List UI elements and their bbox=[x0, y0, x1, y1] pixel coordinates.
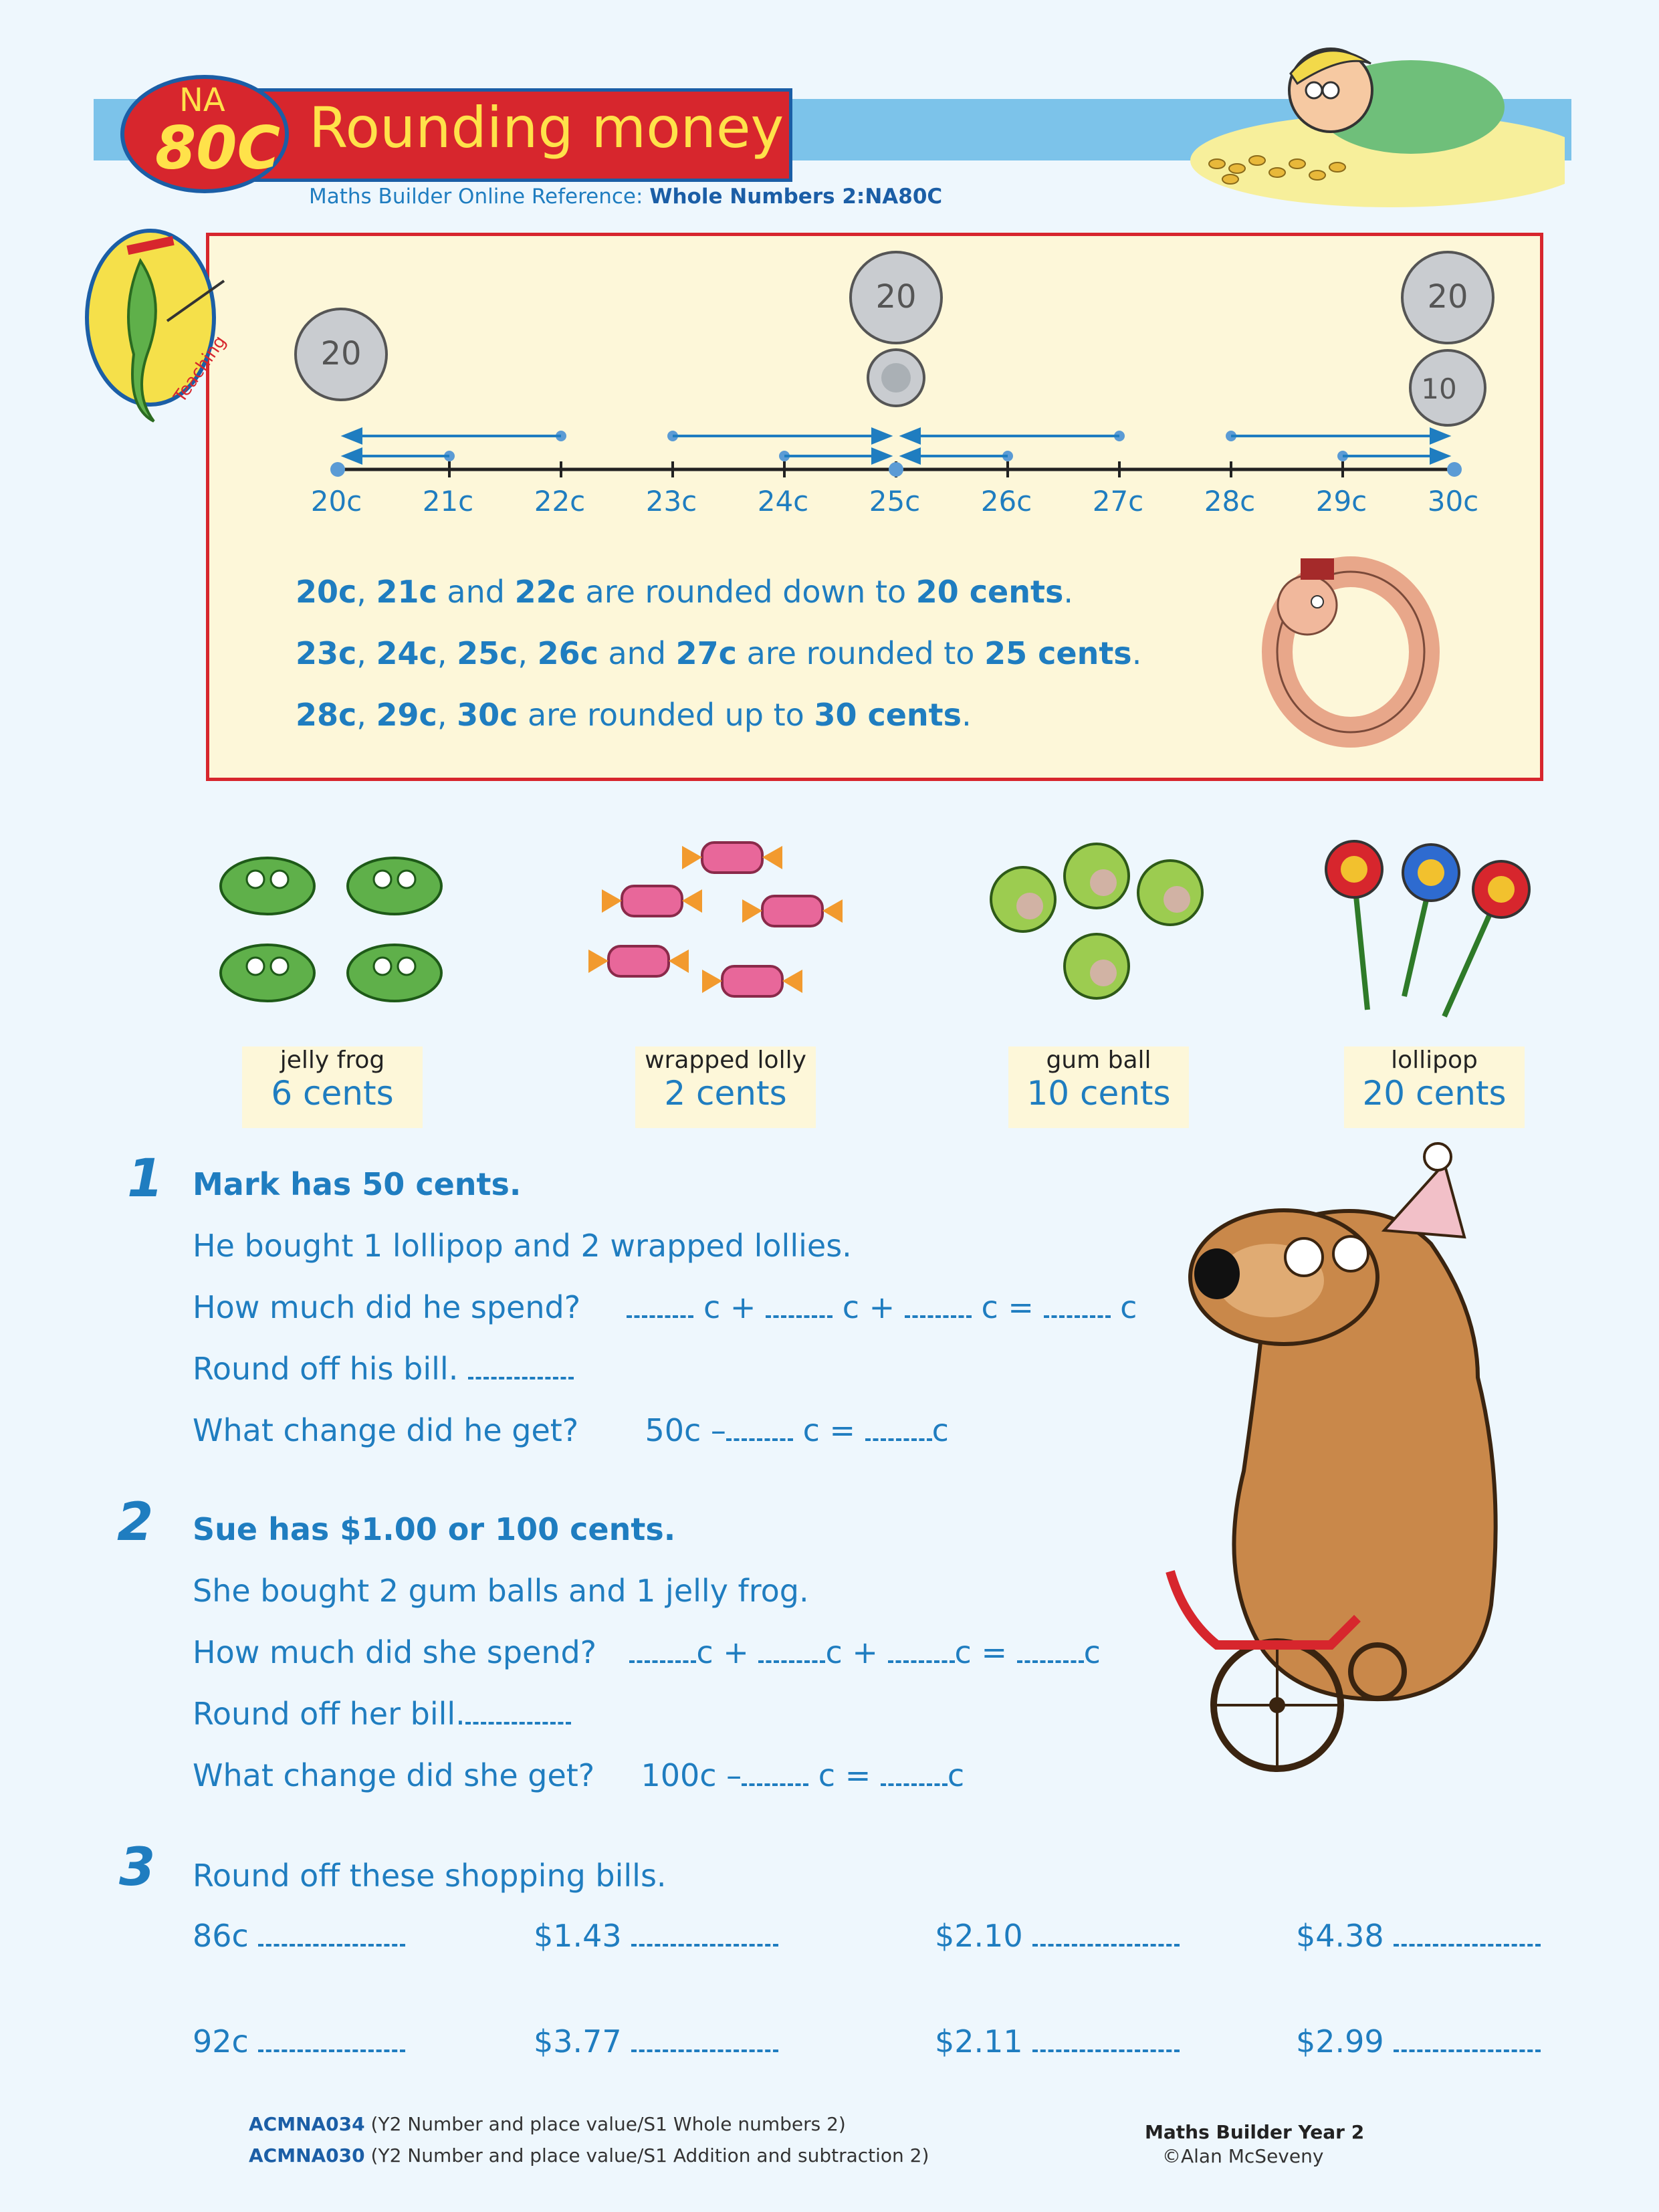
bill-item: $3.77 bbox=[534, 2023, 778, 2060]
product-price: 6 cents bbox=[271, 1074, 394, 1113]
question-heading: Mark has 50 cents. bbox=[193, 1166, 522, 1202]
question-number: 2 bbox=[117, 1492, 154, 1553]
tick-label: 26c bbox=[980, 485, 1032, 518]
answer-blank[interactable] bbox=[888, 1651, 955, 1663]
coin-ten-right bbox=[1410, 350, 1485, 425]
answer-blank[interactable] bbox=[627, 1306, 693, 1318]
answer-blank[interactable] bbox=[905, 1306, 972, 1318]
product-lollipop bbox=[1344, 1046, 1525, 1128]
child-with-coins-illustration bbox=[1190, 27, 1565, 207]
badge-na: NA bbox=[179, 82, 225, 119]
gum-ball-image bbox=[983, 839, 1217, 1006]
wrapped-lolly-image bbox=[582, 833, 869, 1026]
coin-twenty-right bbox=[1402, 252, 1493, 343]
tick-label: 24c bbox=[757, 485, 809, 518]
tick-label: 20c bbox=[310, 485, 362, 518]
rule-round-25: 23c, 24c, 25c, 26c and 27c are rounded to 25 cents. bbox=[296, 635, 1142, 671]
tick-label: 21c bbox=[422, 485, 474, 518]
product-name: lollipop bbox=[1391, 1046, 1478, 1074]
product-gum-ball bbox=[1008, 1046, 1189, 1128]
product-jelly-frog bbox=[242, 1046, 423, 1128]
tick-label: 27c bbox=[1092, 485, 1144, 518]
svg-text:20: 20 bbox=[1427, 278, 1468, 316]
teaching-fish-icon bbox=[80, 221, 234, 435]
coin-twenty-mid bbox=[851, 252, 942, 343]
product-name: wrapped lolly bbox=[645, 1046, 806, 1074]
answer-blank[interactable] bbox=[766, 1306, 833, 1318]
answer-blank[interactable] bbox=[1032, 2040, 1180, 2052]
product-price: 2 cents bbox=[664, 1074, 787, 1113]
lollipop-image bbox=[1324, 836, 1545, 1020]
answer-blank[interactable] bbox=[1044, 1306, 1111, 1318]
question-line: Round off his bill. bbox=[193, 1351, 574, 1387]
answer-blank[interactable] bbox=[631, 2040, 778, 2052]
tick-label: 25c bbox=[869, 485, 921, 518]
question-line: How much did she spend? c + c + c = c bbox=[193, 1634, 1101, 1670]
book-title: Maths Builder Year 2 bbox=[1145, 2121, 1365, 2143]
answer-blank[interactable] bbox=[1394, 1934, 1541, 1947]
bill-item: $2.10 bbox=[935, 1918, 1180, 1954]
tick-label: 22c bbox=[534, 485, 586, 518]
question-line: What change did he get? 50c – c = c bbox=[193, 1412, 949, 1448]
rule-round-up: 28c, 29c, 30c are rounded up to 30 cents. bbox=[296, 697, 972, 733]
question-line: He bought 1 lollipop and 2 wrapped lollies. bbox=[193, 1228, 852, 1264]
svg-text:10: 10 bbox=[1421, 372, 1457, 405]
question-number: 1 bbox=[127, 1149, 164, 1209]
answer-blank[interactable] bbox=[465, 1712, 571, 1725]
curriculum-code-1: ACMNA034 (Y2 Number and place value/S1 Whole numbers 2) bbox=[249, 2113, 846, 2135]
answer-blank[interactable] bbox=[1032, 1934, 1180, 1947]
bill-item: $2.11 bbox=[935, 2023, 1180, 2060]
reference-code: Whole Numbers 2:NA80C bbox=[649, 185, 943, 209]
tick-label: 29c bbox=[1315, 485, 1367, 518]
question-line: How much did he spend? c + c + c = c bbox=[193, 1289, 1137, 1325]
answer-blank[interactable] bbox=[468, 1367, 574, 1379]
bill-item: $2.99 bbox=[1296, 2023, 1541, 2060]
badge-code: 80C bbox=[155, 114, 281, 183]
teaching-label: Teaching bbox=[170, 332, 231, 407]
svg-text:20: 20 bbox=[875, 278, 917, 316]
answer-blank[interactable] bbox=[629, 1651, 696, 1663]
answer-blank[interactable] bbox=[726, 1429, 793, 1441]
answer-blank[interactable] bbox=[1017, 1651, 1084, 1663]
svg-text:20: 20 bbox=[320, 335, 362, 372]
answer-blank[interactable] bbox=[742, 1774, 808, 1786]
tick-label: 30c bbox=[1427, 485, 1479, 518]
worm-illustration bbox=[1244, 545, 1458, 752]
rule-round-down: 20c, 21c and 22c are rounded down to 20 cents. bbox=[296, 574, 1073, 610]
answer-blank[interactable] bbox=[881, 1774, 948, 1786]
reference-prefix: Maths Builder Online Reference: bbox=[309, 185, 643, 209]
tick-label: 23c bbox=[645, 485, 697, 518]
answer-blank[interactable] bbox=[258, 1934, 405, 1947]
answer-blank[interactable] bbox=[1394, 2040, 1541, 2052]
question-number: 3 bbox=[119, 1838, 156, 1898]
bill-item: $1.43 bbox=[534, 1918, 778, 1954]
answer-blank[interactable] bbox=[865, 1429, 932, 1441]
product-wrapped-lolly bbox=[635, 1046, 816, 1128]
question-heading: Sue has $1.00 or 100 cents. bbox=[193, 1511, 676, 1547]
coin-twenty-left bbox=[296, 309, 386, 400]
online-reference bbox=[309, 185, 942, 209]
product-name: gum ball bbox=[1046, 1046, 1151, 1074]
curriculum-code-2: ACMNA030 (Y2 Number and place value/S1 Addition and subtraction 2) bbox=[249, 2144, 929, 2167]
bill-item: $4.38 bbox=[1296, 1918, 1541, 1954]
question-line: Round off her bill. bbox=[193, 1696, 571, 1732]
page-title: Rounding money bbox=[309, 95, 784, 160]
coin-five-mid bbox=[868, 350, 924, 406]
question-heading: Round off these shopping bills. bbox=[193, 1858, 667, 1894]
bill-item: 92c bbox=[193, 2023, 405, 2060]
tick-label: 28c bbox=[1204, 485, 1256, 518]
answer-blank[interactable] bbox=[258, 2040, 405, 2052]
bill-item: 86c bbox=[193, 1918, 405, 1954]
product-price: 10 cents bbox=[1026, 1074, 1171, 1113]
copyright: ©Alan McSeveny bbox=[1162, 2145, 1324, 2167]
number-line bbox=[294, 241, 1498, 481]
product-price: 20 cents bbox=[1362, 1074, 1507, 1113]
question-line: What change did she get? 100c – c = c bbox=[193, 1757, 965, 1793]
answer-blank[interactable] bbox=[758, 1651, 825, 1663]
bear-on-tricycle-illustration bbox=[1130, 1137, 1571, 1805]
question-line: She bought 2 gum balls and 1 jelly frog. bbox=[193, 1573, 809, 1609]
product-name: jelly frog bbox=[280, 1046, 385, 1074]
answer-blank[interactable] bbox=[631, 1934, 778, 1947]
jelly-frog-image bbox=[201, 843, 468, 1016]
